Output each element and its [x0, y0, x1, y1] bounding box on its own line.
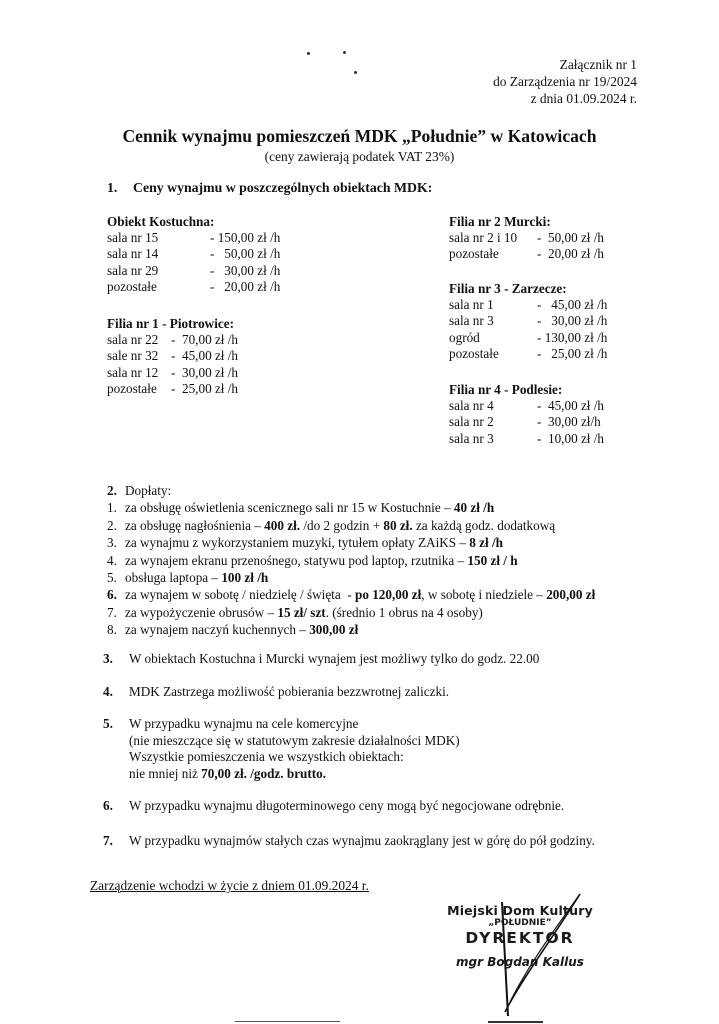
item-amount: 40 zł /h — [453, 500, 495, 516]
room-name: pozostałe — [107, 278, 157, 294]
annex-line-3: z dnia 01.09.2024 r. — [530, 91, 637, 106]
scan-speck — [343, 51, 346, 54]
item-text: za wynajem naczyń kuchennych – — [125, 622, 310, 638]
room-name: sala nr 4 — [449, 398, 494, 414]
section-6-text: W przypadku wynajmu długoterminowego ceny mogą być negocjowane odrębnie. — [129, 798, 565, 813]
annex-line-1: Załącznik nr 1 — [559, 57, 637, 72]
item-text: za obsługę nagłośnienia – — [125, 517, 265, 533]
price-row — [107, 381, 238, 397]
room-name: sala nr 29 — [107, 262, 159, 278]
venue-murcki — [449, 214, 604, 263]
surcharge-item — [107, 586, 595, 603]
section-5-number: 5. — [103, 716, 113, 731]
scan-line — [488, 1021, 543, 1023]
surcharge-item — [107, 621, 595, 638]
price-row — [107, 279, 280, 295]
venue-zarzecze — [449, 281, 607, 362]
item-text: za wynajem w sobotę / niedzielę / święta - — [125, 587, 355, 603]
section-6 — [103, 798, 564, 815]
venue-piotrowice — [107, 316, 238, 397]
room-name: sala nr 22 — [107, 332, 159, 348]
stamp-institution: Miejski Dom Kultury — [447, 903, 593, 918]
venue-podlesie — [449, 382, 604, 447]
scan-line — [235, 1021, 340, 1022]
surcharge-item — [107, 517, 595, 534]
room-name: sala nr 15 — [107, 230, 159, 246]
room-price: - 50,00 zł /h — [210, 246, 281, 262]
item-amount: 400 zł. — [264, 517, 301, 533]
scan-speck — [354, 71, 357, 74]
room-price: - 45,00 zł /h — [537, 398, 605, 414]
section-2-number: 2. — [107, 483, 117, 498]
item-number: 1. — [107, 500, 117, 516]
director-stamp — [420, 904, 620, 969]
surcharge-item — [107, 604, 595, 621]
room-price: - 30,00 zł /h — [537, 313, 608, 329]
price-row — [449, 398, 604, 414]
room-name: pozostałe — [449, 246, 499, 262]
section-4-number: 4. — [103, 684, 113, 699]
room-name: sala nr 2 — [449, 414, 494, 430]
item-text-cont: /do 2 godzin + — [300, 517, 384, 533]
price-row — [449, 230, 604, 246]
item-text-cont: . (średnio 1 obrus na 4 osoby) — [325, 604, 483, 620]
room-name: sala nr 3 — [449, 313, 494, 329]
room-price: - 30,00 zł/h — [537, 414, 601, 430]
venue-name: Filia nr 4 - Podlesie: — [449, 382, 563, 397]
section-5-line-4-prefix: nie mniej niż — [129, 765, 202, 781]
room-name: ogród — [449, 329, 480, 345]
section-7 — [103, 833, 595, 850]
stamp-title: DYREKTOR — [465, 929, 575, 947]
room-name: sala nr 3 — [449, 430, 494, 446]
item-number: 5. — [107, 570, 117, 586]
item-number: 6. — [107, 587, 117, 603]
section-6-number: 6. — [103, 798, 113, 813]
item-text-cont: , w sobotę i niedziele – — [421, 587, 547, 603]
scan-speck — [307, 52, 310, 55]
section-2-surcharges — [107, 482, 595, 639]
item-number: 3. — [107, 535, 117, 551]
item-amount: 150 zł / h — [467, 552, 518, 568]
room-name: sala nr 1 — [449, 297, 494, 313]
section-2-title: Dopłaty: — [125, 483, 172, 498]
room-price: - 30,00 zł /h — [171, 364, 239, 380]
section-5-line-2: (nie mieszczące się w statutowym zakresie działalności MDK) — [129, 732, 460, 748]
price-row — [449, 246, 604, 262]
venue-name: Filia nr 3 - Zarzecze: — [449, 281, 567, 296]
section-5-min-rate: 70,00 zł. /godz. brutto. — [201, 765, 327, 781]
item-text: za wynajmu z wykorzystaniem muzyki, tytułem opłaty ZAiKS – — [125, 535, 470, 551]
section-5-line-1: W przypadku wynajmu na cele komercyjne — [129, 716, 359, 731]
item-text: za obsługę oświetlenia scenicznego sali nr 15 w Kostuchnie – — [125, 500, 454, 516]
item-amount-2: 200,00 zł — [546, 587, 596, 603]
annex-header — [493, 56, 637, 107]
price-row — [449, 330, 607, 346]
item-number: 2. — [107, 517, 117, 533]
room-price: - 25,00 zł /h — [537, 345, 608, 361]
room-price: - 130,00 zł /h — [537, 329, 608, 345]
price-row — [107, 348, 238, 364]
price-row — [107, 263, 280, 279]
room-price: - 20,00 zł /h — [210, 278, 281, 294]
section-1-heading — [107, 180, 432, 196]
venue-name: Filia nr 1 - Piotrowice: — [107, 316, 234, 331]
section-7-number: 7. — [103, 833, 113, 848]
item-text: obsługa laptopa – — [125, 570, 222, 586]
room-price: - 45,00 zł /h — [537, 297, 608, 313]
section-5-line-3: Wszystkie pomieszczenia we wszystkich obiektach: — [129, 749, 404, 764]
stamp-branch: „POŁUDNIE” — [488, 918, 552, 928]
section-4-text: MDK Zastrzega możliwość pobierania bezzwrotnej zaliczki. — [129, 684, 450, 699]
price-row — [449, 313, 607, 329]
item-text-cont-2: za każdą godz. dodatkową — [412, 517, 556, 533]
section-3-number: 3. — [103, 651, 113, 666]
item-number: 7. — [107, 604, 117, 620]
item-number: 8. — [107, 622, 117, 638]
section-3 — [103, 651, 539, 668]
item-number: 4. — [107, 552, 117, 568]
surcharge-item — [107, 499, 595, 516]
item-amount: 300,00 zł — [309, 622, 359, 638]
price-row — [449, 431, 604, 447]
section-3-text: W obiektach Kostuchna i Murcki wynajem jest możliwy tylko do godz. 22.00 — [129, 651, 540, 666]
price-row — [107, 332, 238, 348]
room-price: - 25,00 zł /h — [171, 380, 239, 396]
room-price: - 150,00 zł /h — [210, 230, 281, 246]
price-row — [449, 346, 607, 362]
item-text: za wynajem ekranu przenośnego, statywu pod laptop, rzutnika – — [125, 552, 468, 568]
room-price: - 50,00 zł /h — [537, 230, 605, 246]
item-amount-2: 80 zł. — [383, 517, 413, 533]
room-name: sale nr 32 — [107, 348, 159, 364]
item-amount: 15 zł/ szt — [277, 604, 326, 620]
surcharge-item — [107, 552, 595, 569]
room-price: - 20,00 zł /h — [537, 246, 605, 262]
venue-kostuchna — [107, 214, 280, 295]
section-1-title: Ceny wynajmu w poszczególnych obiektach MDK: — [133, 180, 433, 195]
document-subtitle: (ceny zawierają podatek VAT 23%) — [264, 149, 455, 164]
document-title: Cennik wynajmu pomieszczeń MDK „Południe” w Katowicach — [122, 126, 597, 146]
surcharge-item — [107, 534, 595, 551]
room-name: sala nr 2 i 10 — [449, 230, 518, 246]
surcharge-item — [107, 569, 595, 586]
room-name: pozostałe — [107, 380, 157, 396]
room-price: - 10,00 zł /h — [537, 430, 605, 446]
annex-line-2: do Zarządzenia nr 19/2024 — [493, 74, 637, 89]
effective-date-note: Zarządzenie wchodzi w życie z dniem 01.09.2024 r. — [90, 878, 369, 893]
venue-name: Filia nr 2 Murcki: — [449, 214, 551, 229]
item-amount: 100 zł /h — [221, 570, 269, 586]
price-row — [107, 246, 280, 262]
item-amount: po 120,00 zł — [354, 587, 422, 603]
price-row — [449, 414, 604, 430]
item-amount: 8 zł /h — [469, 535, 503, 551]
room-price: - 30,00 zł /h — [210, 262, 281, 278]
room-name: pozostałe — [449, 345, 499, 361]
section-5 — [103, 716, 460, 782]
item-text: za wypożyczenie obrusów – — [125, 604, 278, 620]
section-2-heading — [107, 482, 595, 499]
room-price: - 45,00 zł /h — [171, 348, 239, 364]
room-name: sala nr 12 — [107, 364, 159, 380]
venue-name: Obiekt Kostuchna: — [107, 214, 215, 229]
section-4 — [103, 684, 449, 701]
price-row — [107, 230, 280, 246]
room-name: sala nr 14 — [107, 246, 159, 262]
section-7-text: W przypadku wynajmów stałych czas wynajmu zaokrąglany jest w górę do pół godziny. — [129, 833, 595, 848]
section-5-line-4 — [103, 766, 460, 783]
price-row — [107, 365, 238, 381]
stamp-name: mgr Bogdan Kallus — [456, 955, 584, 969]
section-1-number: 1. — [107, 180, 118, 195]
room-price: - 70,00 zł /h — [171, 332, 239, 348]
price-row — [449, 297, 607, 313]
